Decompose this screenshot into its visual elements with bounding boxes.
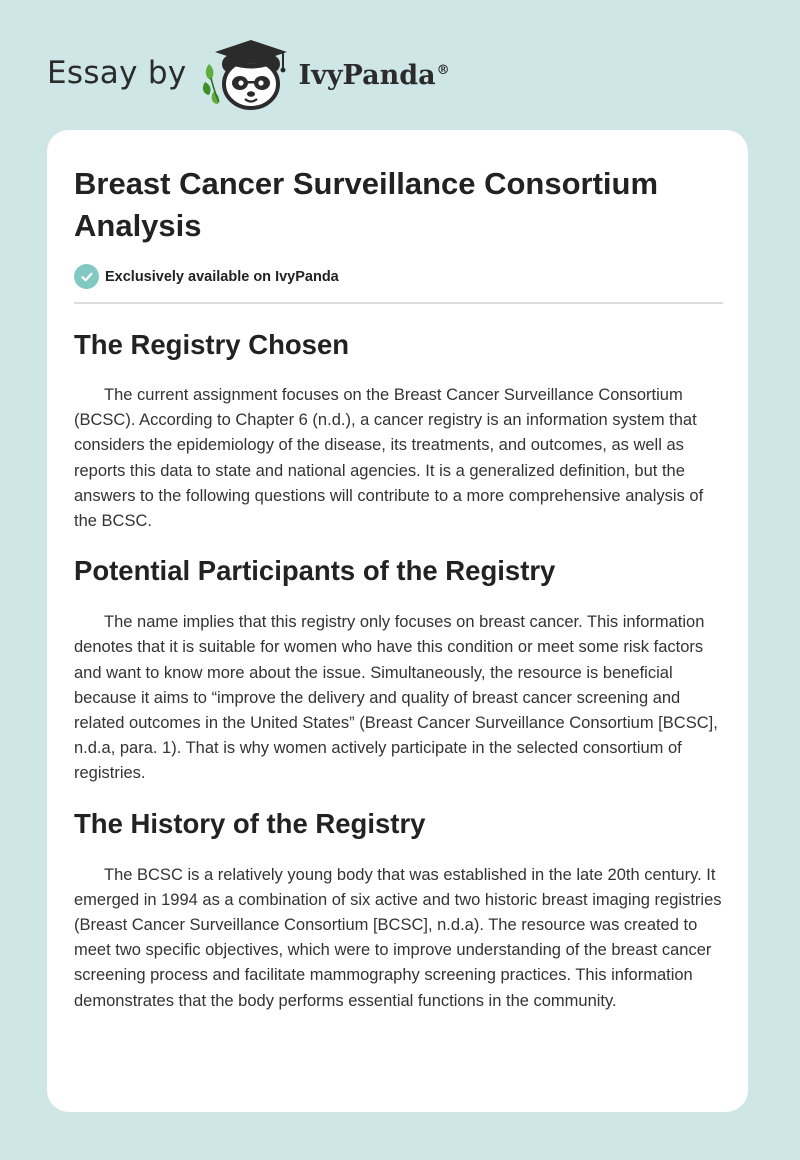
exclusive-label: Exclusively available on IvyPanda bbox=[105, 268, 339, 285]
article-card bbox=[47, 130, 748, 1112]
exclusive-badge bbox=[74, 264, 339, 289]
article-title: Breast Cancer Surveillance Consortium Analysis bbox=[74, 166, 659, 243]
panda-graduate-logo-icon[interactable] bbox=[201, 34, 297, 114]
check-icon bbox=[74, 264, 99, 289]
ivy-leaf-icon bbox=[202, 64, 218, 104]
section-heading: The Registry Chosen bbox=[74, 329, 350, 360]
section-paragraph: The current assignment focuses on the Breast Cancer Surveillance Consortium (BCSC). According to Chapter 6 (n.d.), a cancer registry is an information system that considers the epidemiology of the disease, its treatments, and outcomes, as well as reports this data to state and national agencies. It is a generalized definition, but the answers to the following questions will contribute to a more comprehensive analysis of the BCSC. bbox=[74, 386, 704, 531]
site-header bbox=[47, 34, 450, 114]
divider bbox=[74, 302, 723, 304]
essay-by-label: Essay by bbox=[47, 55, 187, 91]
article-body bbox=[74, 320, 724, 1014]
registered-mark: ® bbox=[436, 62, 450, 78]
section-heading: Potential Participants of the Registry bbox=[74, 555, 556, 587]
section-paragraph: The BCSC is a relatively young body that was established in the late 20th century. It emerged in 1994 as a combination of six active and two historic breast imaging registries (Breast Cancer Surveillance Consortium [BCSC], n.d.a). The resource was created to meet two specific objectives, which were to improve understanding of the breast cancer screening process and facilitate mammography screening practices. This information demonstrates that the body performs essential functions in the community. bbox=[74, 865, 722, 1010]
brand-name[interactable] bbox=[299, 60, 450, 91]
brand-name-text: IvyPanda bbox=[298, 59, 436, 91]
section-paragraph: The name implies that this registry only focuses on breast cancer. This information denotes that it is suitable for women who have this condition or meet some risk factors and want to know more about the issue. Simultaneously, the resource is beneficial because it aims to “improve the delivery and quality of breast cancer screening and related outcomes in the United States” (Breast Cancer Surveillance Consortium [BCSC], n.d.a, para. 1). That is why women actively participate in the selected consortium of registries. bbox=[74, 613, 718, 783]
section-heading: The History of the Registry bbox=[74, 807, 426, 839]
